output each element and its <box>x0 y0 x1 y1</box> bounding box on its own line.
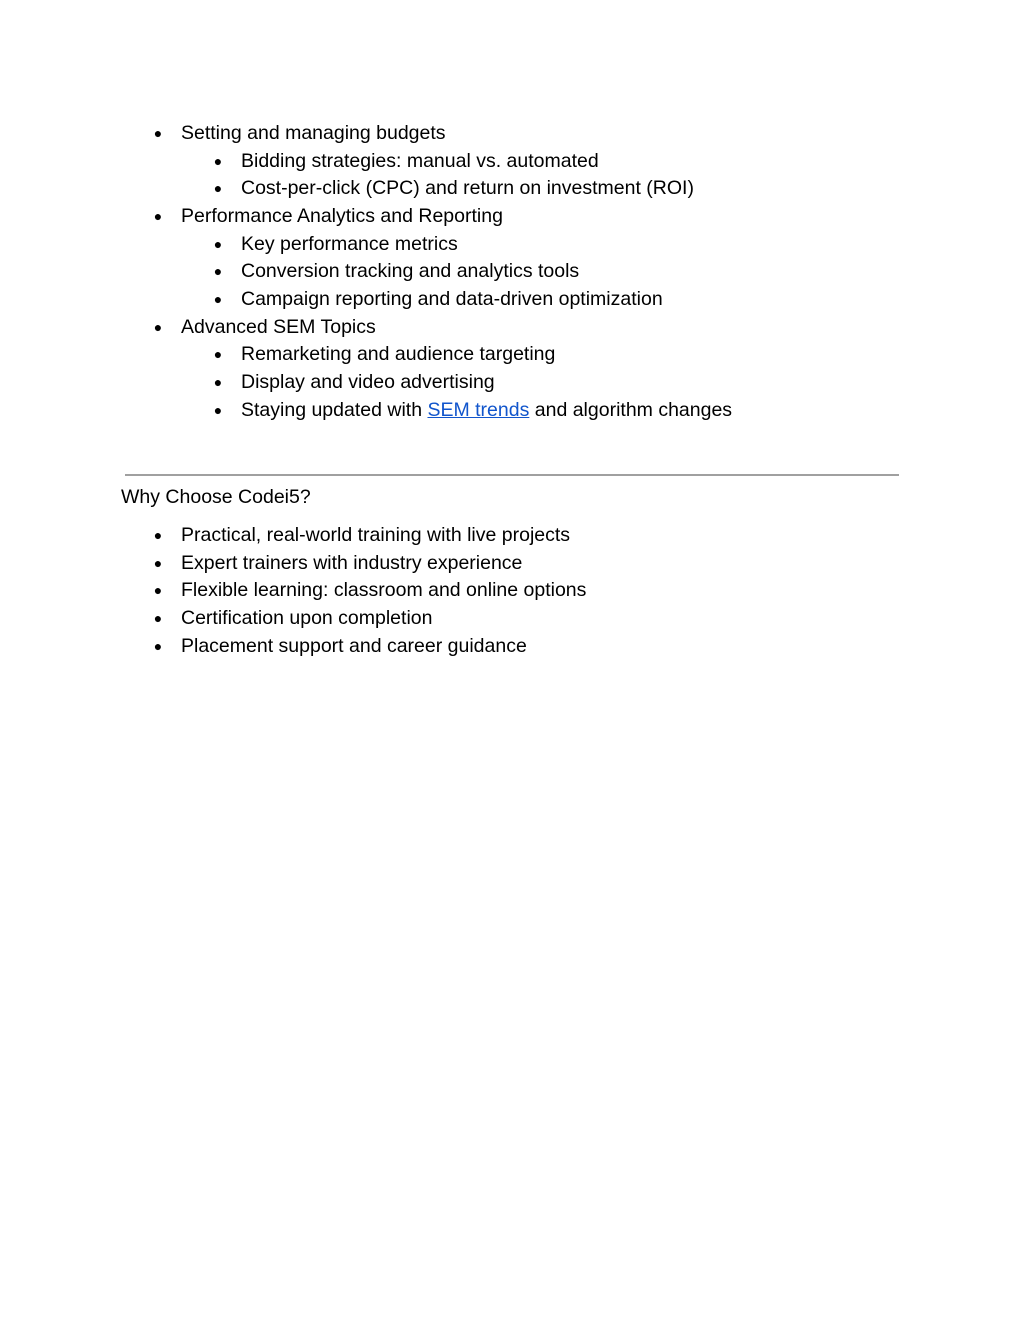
list-item-label: Expert trainers with industry experience <box>181 552 523 574</box>
sub-list-item-label: Campaign reporting and data-driven optimization <box>241 288 663 310</box>
sem-trends-link[interactable]: SEM trends <box>427 399 530 421</box>
bullet-icon: ● <box>213 402 223 418</box>
sub-list-item-label: Remarketing and audience targeting <box>241 343 556 365</box>
list-item-label: Practical, real-world training with live projects <box>181 524 571 546</box>
bullet-icon: ● <box>153 638 163 654</box>
list-item-label: Certification upon completion <box>181 607 433 629</box>
sub-list-item-label: Conversion tracking and analytics tools <box>241 260 580 282</box>
bullet-icon: ● <box>213 374 223 390</box>
sub-list-item-label: Cost-per-click (CPC) and return on investment (ROI) <box>241 177 694 199</box>
sub-list-item-label: Key performance metrics <box>241 233 458 255</box>
text-prefix: Staying updated with <box>241 399 428 421</box>
text-suffix: and algorithm changes <box>529 399 733 421</box>
section-heading: Why Choose Codei5? <box>121 486 311 508</box>
list-item-label: Performance Analytics and Reporting <box>181 205 503 227</box>
bullet-icon: ● <box>153 610 163 626</box>
bullet-icon: ● <box>153 555 163 571</box>
bullet-icon: ● <box>153 125 163 141</box>
list-item-label: Advanced SEM Topics <box>181 316 376 338</box>
bullet-icon: ● <box>153 582 163 598</box>
bullet-icon: ● <box>213 346 223 362</box>
sub-list-item-label <box>241 396 732 424</box>
list-item-label: Flexible learning: classroom and online options <box>181 579 587 601</box>
horizontal-rule <box>125 474 899 476</box>
bullet-icon: ● <box>153 527 163 543</box>
bullet-icon: ● <box>213 180 223 196</box>
bullet-icon: ● <box>213 263 223 279</box>
bullet-icon: ● <box>153 208 163 224</box>
list-item-label: Setting and managing budgets <box>181 122 446 144</box>
bullet-icon: ● <box>213 236 223 252</box>
list-item-label: Placement support and career guidance <box>181 635 527 657</box>
bullet-icon: ● <box>213 291 223 307</box>
bullet-icon: ● <box>213 153 223 169</box>
sub-list-item-label: Display and video advertising <box>241 371 495 393</box>
sub-list-item-label: Bidding strategies: manual vs. automated <box>241 150 599 172</box>
bullet-icon: ● <box>153 319 163 335</box>
